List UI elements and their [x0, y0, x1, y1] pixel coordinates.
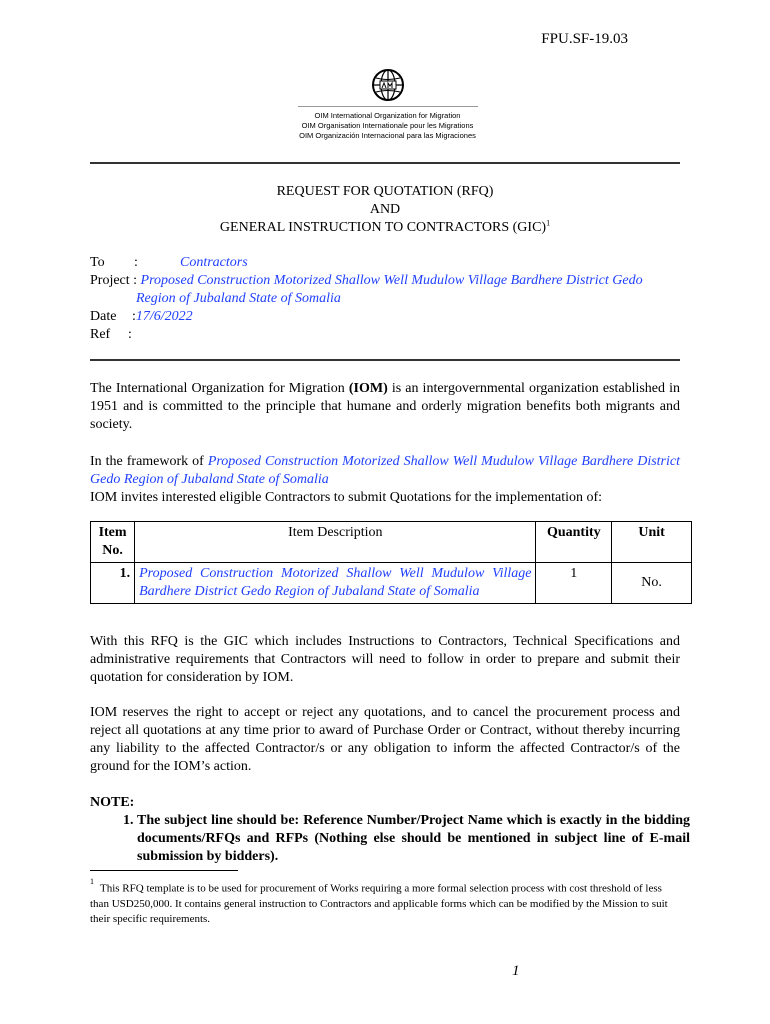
iom-globe-icon [371, 68, 405, 102]
ref-label: Ref [90, 327, 111, 342]
footnote-ref: 1 [546, 218, 551, 228]
meta-divider [90, 359, 680, 361]
rfq-meta [90, 254, 690, 344]
logo-divider [298, 106, 478, 107]
form-code: FPU.SF-19.03 [541, 31, 628, 47]
gic-paragraph: With this RFQ is the GIC which includes Instructions to Contractors, Technical Specifications and administrative requirements that Contractors will need to follow in order to prepare and submit their quotation for consideration by IOM. [90, 634, 680, 685]
project-label: Project : [90, 273, 138, 288]
ref-separator: : [128, 327, 132, 342]
table-row [91, 563, 692, 604]
header-quantity: Quantity [536, 522, 612, 563]
title-line-1: REQUEST FOR QUOTATION (RFQ) [276, 184, 494, 199]
page-number: 1 [512, 963, 520, 979]
intro-text-pre: The International Organization for Migration [90, 381, 349, 396]
intro-text-post: is an intergovernmental organization established in 1951 and is committed to the principle that humane and orderly migration benefits both migrants and society. [90, 381, 680, 432]
note-item: 1. The subject line should be: Reference Number/Project Name which is exactly in the bidding documents/RFQs and RFPs (Nothing else should be mentioned in subject line of E-mail submission by bidders). [137, 812, 690, 866]
title-line-3: GENERAL INSTRUCTION TO CONTRACTORS (GIC) [219, 220, 547, 235]
framework-paragraph [90, 453, 680, 507]
row-item-no: 1. [91, 563, 135, 604]
date-value: 17/6/2022 [135, 309, 193, 324]
date-separator: : [132, 309, 136, 324]
to-value: Contractors [180, 255, 248, 270]
row-description: Proposed Construction Motorized Shallow Well Mudulow Village Bardhere District Gedo Region of Jubaland State of Somalia [135, 563, 536, 604]
footnote-marker: 1 [90, 877, 94, 886]
header-unit: Unit [612, 522, 692, 563]
framework-invite: IOM invites interested eligible Contractors to submit Quotations for the implementation of: [90, 490, 603, 505]
logo-line-fr: OIM Organisation Internationale pour les Migrations [301, 121, 474, 130]
header-item-no: Item No. [91, 522, 135, 563]
title-line-2: AND [369, 202, 401, 217]
header-divider [90, 162, 680, 164]
logo-line-en: OIM International Organization for Migration [314, 111, 461, 120]
intro-text-bold: (IOM) [348, 381, 388, 396]
header-description: Item Description [135, 522, 536, 563]
footnote [90, 877, 680, 927]
note-heading: NOTE: [90, 795, 135, 810]
project-value-1: Proposed Construction Motorized Shallow Well Mudulow Village Bardhere District Gedo [140, 273, 643, 288]
to-separator: : [134, 255, 138, 270]
reservation-paragraph: IOM reserves the right to accept or reject any quotations, and to cancel the procurement process and reject all quotations at any time prior to award of Purchase Order or Contract, without thereby incurring any liability to the affected Contractor/s or any obligation to inform the affected Contractor/s of the ground for the IOM’s action. [90, 705, 680, 774]
footnote-text: This RFQ template is to be used for procurement of Works requiring a more formal selection process with cost threshold of less than USD250,000. It contains general instruction to Contractors and applicable forms which can be modified by the Mission to suit their specific requirements. [90, 882, 668, 925]
note-block [90, 794, 690, 866]
items-table [90, 521, 692, 604]
iom-logo [295, 68, 480, 141]
project-value-2: Region of Jubaland State of Somalia [136, 291, 341, 306]
framework-project: Proposed Construction Motorized Shallow Well Mudulow Village Bardhere District Gedo Region of Jubaland State of Somalia [90, 454, 680, 487]
table-header-row [91, 522, 692, 563]
row-quantity: 1 [536, 563, 612, 604]
framework-text-pre: In the framework of [90, 454, 208, 469]
footnote-divider [90, 870, 238, 871]
logo-line-es: OIM Organización Internacional para las Migraciones [299, 131, 476, 140]
row-unit: No. [612, 563, 692, 604]
to-label: To [90, 255, 105, 270]
date-label: Date [90, 309, 117, 324]
document-title [90, 183, 680, 237]
intro-paragraph [90, 380, 680, 434]
